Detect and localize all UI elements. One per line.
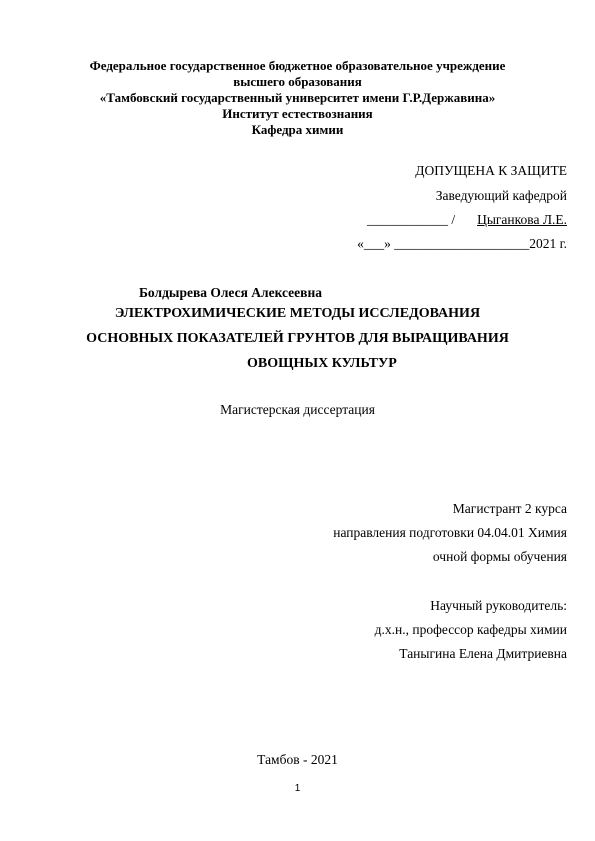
student-course: Магистрант 2 курса (452, 501, 567, 516)
student-form: очной формы обучения (432, 549, 567, 564)
department-name: Кафедра химии (251, 122, 344, 137)
city-year: Тамбов - 2021 (257, 752, 338, 767)
supervisor-title: д.х.н., профессор кафедры химии (374, 622, 567, 637)
institute-name: Институт естествознания (222, 106, 373, 121)
signature-name: Цыганкова Л.Е. (477, 212, 567, 227)
institution-line-3: «Тамбовский государственный университет имени Г.Р.Державина» (99, 90, 496, 105)
title-line-2: ОСНОВНЫХ ПОКАЗАТЕЛЕЙ ГРУНТОВ ДЛЯ ВЫРАЩИВАНИЯ (86, 331, 509, 346)
page-number: 1 (294, 783, 301, 794)
supervisor-label: Научный руководитель: (430, 598, 567, 613)
student-direction: направления подготовки 04.04.01 Химия (333, 525, 567, 540)
approval-date: «___» ____________________2021 г. (357, 236, 567, 251)
author-name: Болдырева Олеся Алексеевна (139, 285, 322, 300)
title-line-3: ОВОЩНЫХ КУЛЬТУР (247, 356, 397, 371)
signature-line: ____________ / (366, 212, 456, 227)
approval-position: Заведующий кафедрой (435, 188, 567, 203)
institution-line-1: Федеральное государственное бюджетное образовательное учреждение (89, 58, 506, 73)
work-type: Магистерская диссертация (220, 402, 375, 417)
supervisor-name: Таныгина Елена Дмитриевна (399, 646, 567, 661)
title-line-1: ЭЛЕКТРОХИМИЧЕСКИЕ МЕТОДЫ ИССЛЕДОВАНИЯ (114, 306, 481, 321)
approval-heading: ДОПУЩЕНА К ЗАЩИТЕ (415, 163, 567, 178)
approval-signature (367, 212, 567, 228)
institution-line-2: высшего образования (233, 74, 362, 89)
